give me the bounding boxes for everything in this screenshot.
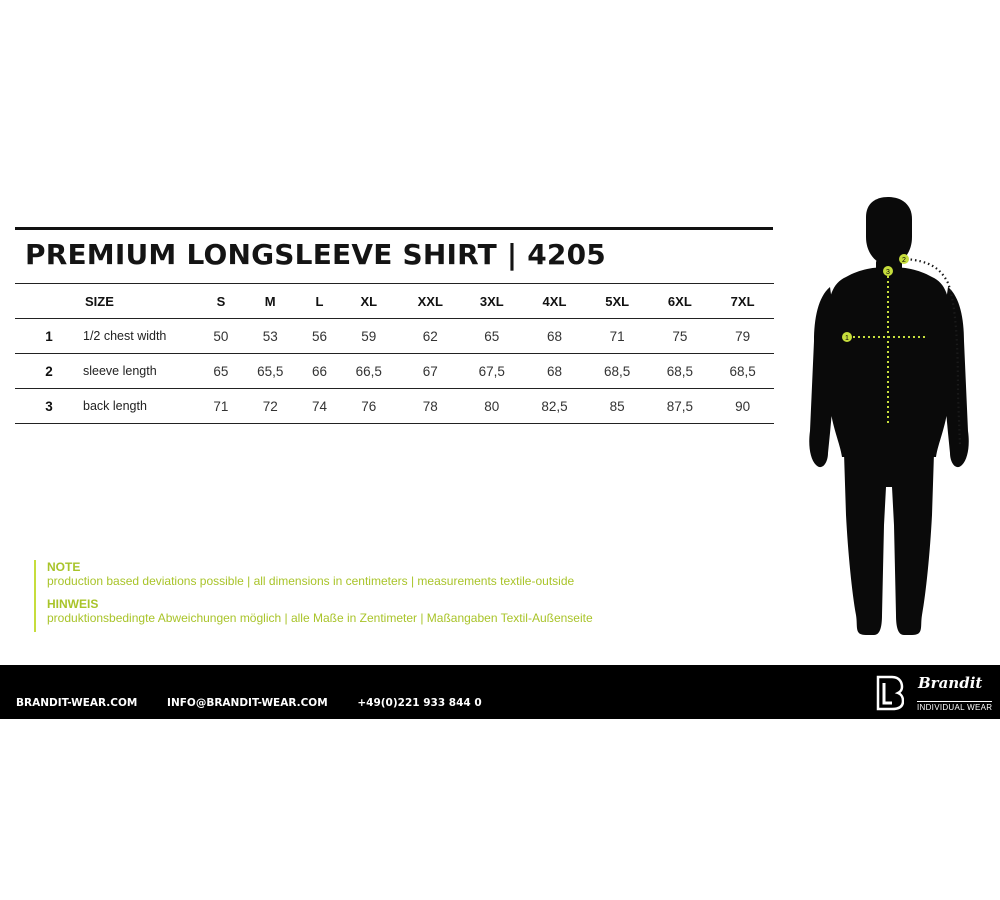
table-cell: 87,5 [649,389,712,424]
marker-2-label: 2 [902,257,906,264]
title-rule [15,227,773,230]
marker-1 [842,332,852,342]
note-accent-bar [34,560,36,632]
table-cell: 79 [711,319,774,354]
table-cell: 59 [337,319,400,354]
table-cell: 56 [302,319,338,354]
page-title: PREMIUM LONGSLEEVE SHIRT | 4205 [25,238,606,271]
table-cell: 71 [586,319,649,354]
table-cell: 66 [302,354,338,389]
marker-2 [899,254,909,264]
table-cell: 76 [337,389,400,424]
size-col: S [203,284,239,319]
brand-tagline: INDIVIDUAL WEAR [917,703,993,712]
row-number: 1 [15,319,83,354]
size-col: 6XL [649,284,712,319]
size-header: SIZE [83,284,203,319]
table-cell: 75 [649,319,712,354]
email-link[interactable]: INFO@BRANDIT-WEAR.COM [167,697,328,709]
table-cell: 68,5 [711,354,774,389]
table-cell: 68,5 [586,354,649,389]
size-table [15,283,774,424]
size-col: XL [337,284,400,319]
table-row [15,389,774,424]
brand-wordmark: Brandit [918,674,983,692]
table-cell: 65,5 [239,354,302,389]
table-cell: 50 [203,319,239,354]
note-heading: NOTE [47,560,81,574]
table-cell: 71 [203,389,239,424]
table-cell: 66,5 [337,354,400,389]
row-number-header [15,284,83,319]
size-col: 5XL [586,284,649,319]
size-col: L [302,284,338,319]
table-cell: 85 [586,389,649,424]
size-header-row [15,284,774,319]
size-col: 3XL [460,284,523,319]
hinweis-text: produktionsbedingte Abweichungen möglich | alle Maße in Zentimeter | Maßangaben Textil-Außenseite [47,611,593,625]
row-number: 3 [15,389,83,424]
hinweis-heading: HINWEIS [47,597,99,611]
footer-bar [0,665,1000,719]
table-cell: 65 [203,354,239,389]
table-cell: 90 [711,389,774,424]
table-cell: 72 [239,389,302,424]
marker-1-label: 1 [845,335,849,342]
size-col: 4XL [523,284,586,319]
marker-3-label: 3 [886,269,890,276]
table-cell: 62 [400,319,460,354]
table-cell: 67 [400,354,460,389]
table-cell: 53 [239,319,302,354]
table-cell: 82,5 [523,389,586,424]
table-cell: 65 [460,319,523,354]
phone-number: +49(0)221 933 844 0 [357,697,482,709]
table-row [15,319,774,354]
marker-3 [883,266,893,276]
brandit-b-logo-icon [876,675,904,711]
size-col: M [239,284,302,319]
table-row [15,354,774,389]
notes-block [47,560,593,634]
row-label: sleeve length [83,354,203,389]
row-label: back length [83,389,203,424]
table-cell: 68,5 [649,354,712,389]
note-text: production based deviations possible | all dimensions in centimeters | measurements textile-outside [47,574,575,588]
table-cell: 68 [523,354,586,389]
table-cell: 78 [400,389,460,424]
website-link[interactable]: BRANDIT-WEAR.COM [16,697,138,709]
footer-contacts [16,697,508,709]
size-col: 7XL [711,284,774,319]
body-silhouette-figure [800,195,980,645]
table-cell: 68 [523,319,586,354]
row-label: 1/2 chest width [83,319,203,354]
table-cell: 74 [302,389,338,424]
row-number: 2 [15,354,83,389]
table-cell: 67,5 [460,354,523,389]
table-cell: 80 [460,389,523,424]
size-col: XXL [400,284,460,319]
